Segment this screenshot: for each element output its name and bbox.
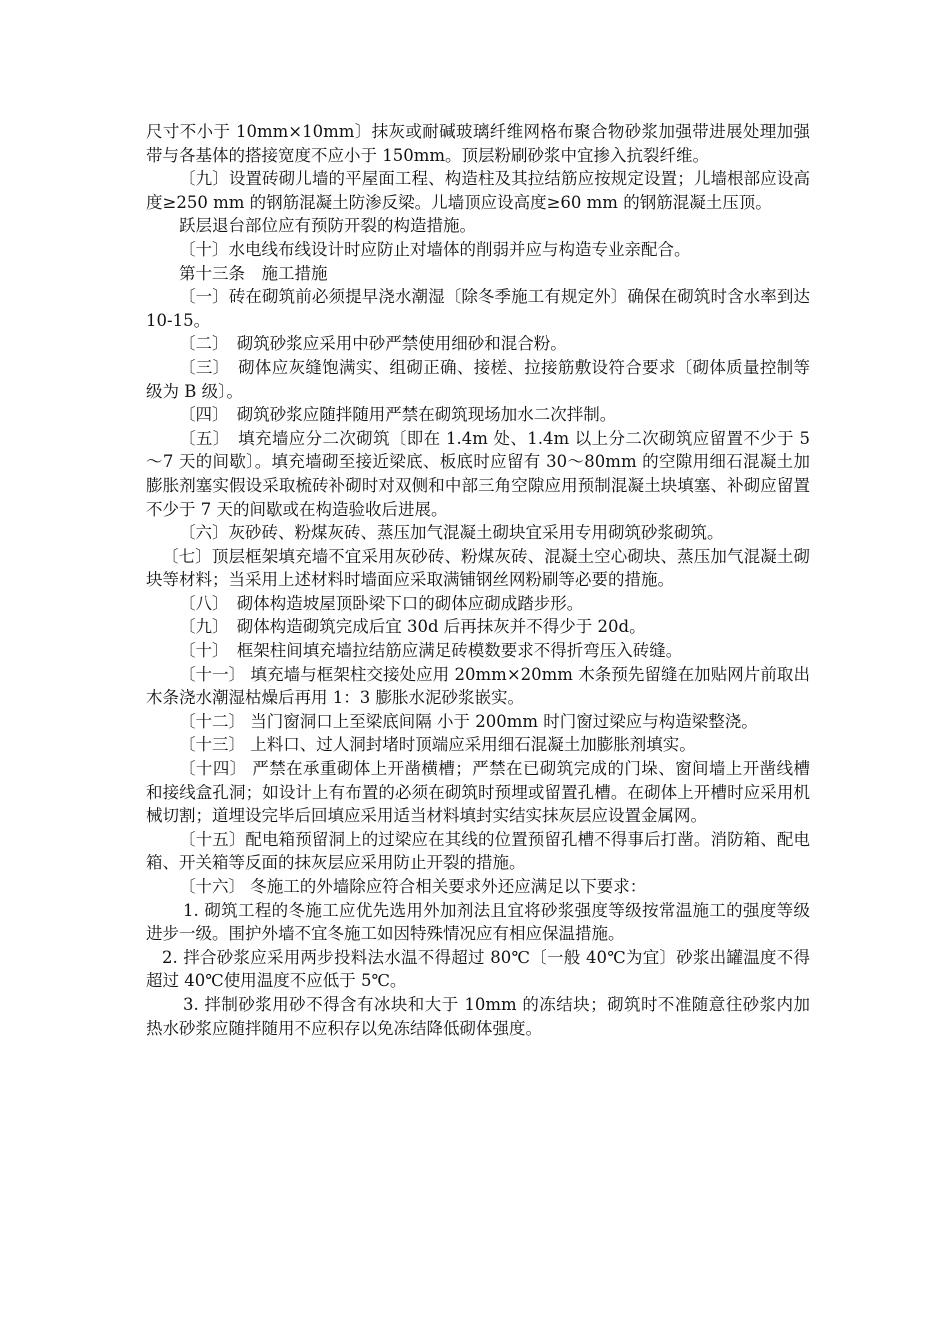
document-body: [146, 120, 816, 1040]
paragraph: 〔十四〕 严禁在承重砌体上开凿横槽；严禁在已砌筑完成的门垛、窗间墙上开凿线槽和接线盒孔洞；如设计上有布置的必须在砌筑时预埋或留置孔槽。在砌体上开槽时应采用机械切割；道埋设完毕后回填应采用适当材料填封实结实抹灰层应设置金属网。: [146, 759, 810, 826]
paragraph: 〔四〕 砌筑砂浆应随拌随用严禁在砌筑现场加水二次拌制。: [179, 405, 617, 425]
paragraph: 〔五〕 填充墙应分二次砌筑〔即在 1.4m 处、1.4m 以上分二次砌筑应留置不少于 5～7 天的间歇〕。填充墙砌至接近梁底、板底时应留有 30～80mm 的空隙用细石混凝土加膨胀剂塞实假设采取梳砖补砌时对双侧和中部三角空隙应用预制混凝土块填塞、补砌应留置不少于 7 天的间歇或在构造验收后进展。: [146, 428, 810, 519]
paragraph: 〔十五〕配电箱预留洞上的过梁应在其线的位置预留孔槽不得事后打凿。消防箱、配电箱、开关箱等反面的抹灰层应采用防止开裂的措施。: [146, 829, 810, 873]
paragraph: 〔十〕水电线布线设计时应防止对墙体的削弱并应与构造专业亲配合。: [179, 239, 691, 259]
paragraph: 跃层退台部位应有预防开裂的构造措施。: [179, 216, 476, 236]
paragraph: 〔六〕灰砂砖、粉煤灰砖、蒸压加气混凝土砌块宜采用专用砌筑砂浆砌筑。: [179, 523, 724, 543]
paragraph: 〔九〕设置砖砌儿墙的平屋面工程、构造柱及其拉结筋应按规定设置；儿墙根部应设高度≥250 mm 的钢筋混凝土防渗反梁。儿墙顶应设高度≥60 mm 的钢筋混凝土压顶。: [146, 169, 810, 212]
paragraph: 〔十〕 框架柱间填充墙拉结筋应满足砖模数要求不得折弯压入砖缝。: [179, 641, 683, 661]
paragraph: 尺寸不小于 10mm×10mm〕抹灰或耐碱玻璃纤维网格布聚合物砂浆加强带进展处理加强带与各基体的搭接宽度不应小于 150mm。顶层粉刷砂浆中宜掺入抗裂纤维。: [146, 122, 810, 165]
paragraph: 〔十一〕 填充墙与框架柱交接处应用 20mm×20mm 木条预先留缝在加贴网片前取出木条浇水潮湿枯燥后再用 1：3 膨胀水泥砂浆嵌实。: [146, 664, 810, 708]
paragraph: 〔十三〕 上料口、过人洞封堵时顶端应采用细石混凝土加膨胀剂填实。: [179, 735, 696, 755]
list-item: 2. 拌合砂浆应采用两步投料法水温不得超过 80℃〔一般 40℃为宜〕砂浆出罐温度不得超过 40℃使用温度不应低于 5℃。: [146, 947, 810, 991]
paragraph: 〔二〕 砌筑砂浆应采用中砂严禁使用细砂和混合粉。: [179, 334, 567, 354]
paragraph: 〔九〕 砌体构造砌筑完成后宜 30d 后再抹灰并不得少于 20d。: [179, 617, 646, 637]
paragraph: 〔一〕砖在砌筑前必须提早浇水潮湿〔除冬季施工有规定外〕确保在砌筑时含水率到达 10-15。: [146, 287, 816, 330]
paragraph: 〔七〕顶层框架填充墙不宜采用灰砂砖、粉煤灰砖、混凝土空心砌块、蒸压加气混凝土砌块等材料；当采用上述材料时墙面应采取满铺钢丝网粉刷等必要的措施。: [146, 546, 810, 590]
paragraph: 〔十二〕 当门窗洞口上至梁底间隔 小于 200mm 时门窗过梁应与构造梁整浇。: [179, 711, 758, 731]
paragraph: 〔三〕 砌体应灰缝饱满实、组砌正确、接槎、拉接筋敷设符合要求〔砌体质量控制等级为 B 级〕。: [146, 357, 810, 401]
list-item: 3. 拌制砂浆用砂不得含有冰块和大于 10mm 的冻结块；砌筑时不准随意往砂浆内加热水砂浆应随拌随用不应积存以免冻结降低砌体强度。: [146, 994, 810, 1038]
section-heading: 第十三条 施工措施: [179, 263, 328, 283]
list-item: 1. 砌筑工程的冬施工应优先选用外加剂法且宜将砂浆强度等级按常温施工的强度等级进步一级。围护外墙不宜冬施工如因特殊情况应有相应保温措施。: [146, 900, 810, 944]
paragraph: 〔十六〕 冬施工的外墙除应符合相关要求外还应满足以下要求：: [179, 877, 647, 896]
paragraph: 〔八〕 砌体构造坡屋顶卧梁下口的砌体应砌成踏步形。: [179, 593, 584, 613]
